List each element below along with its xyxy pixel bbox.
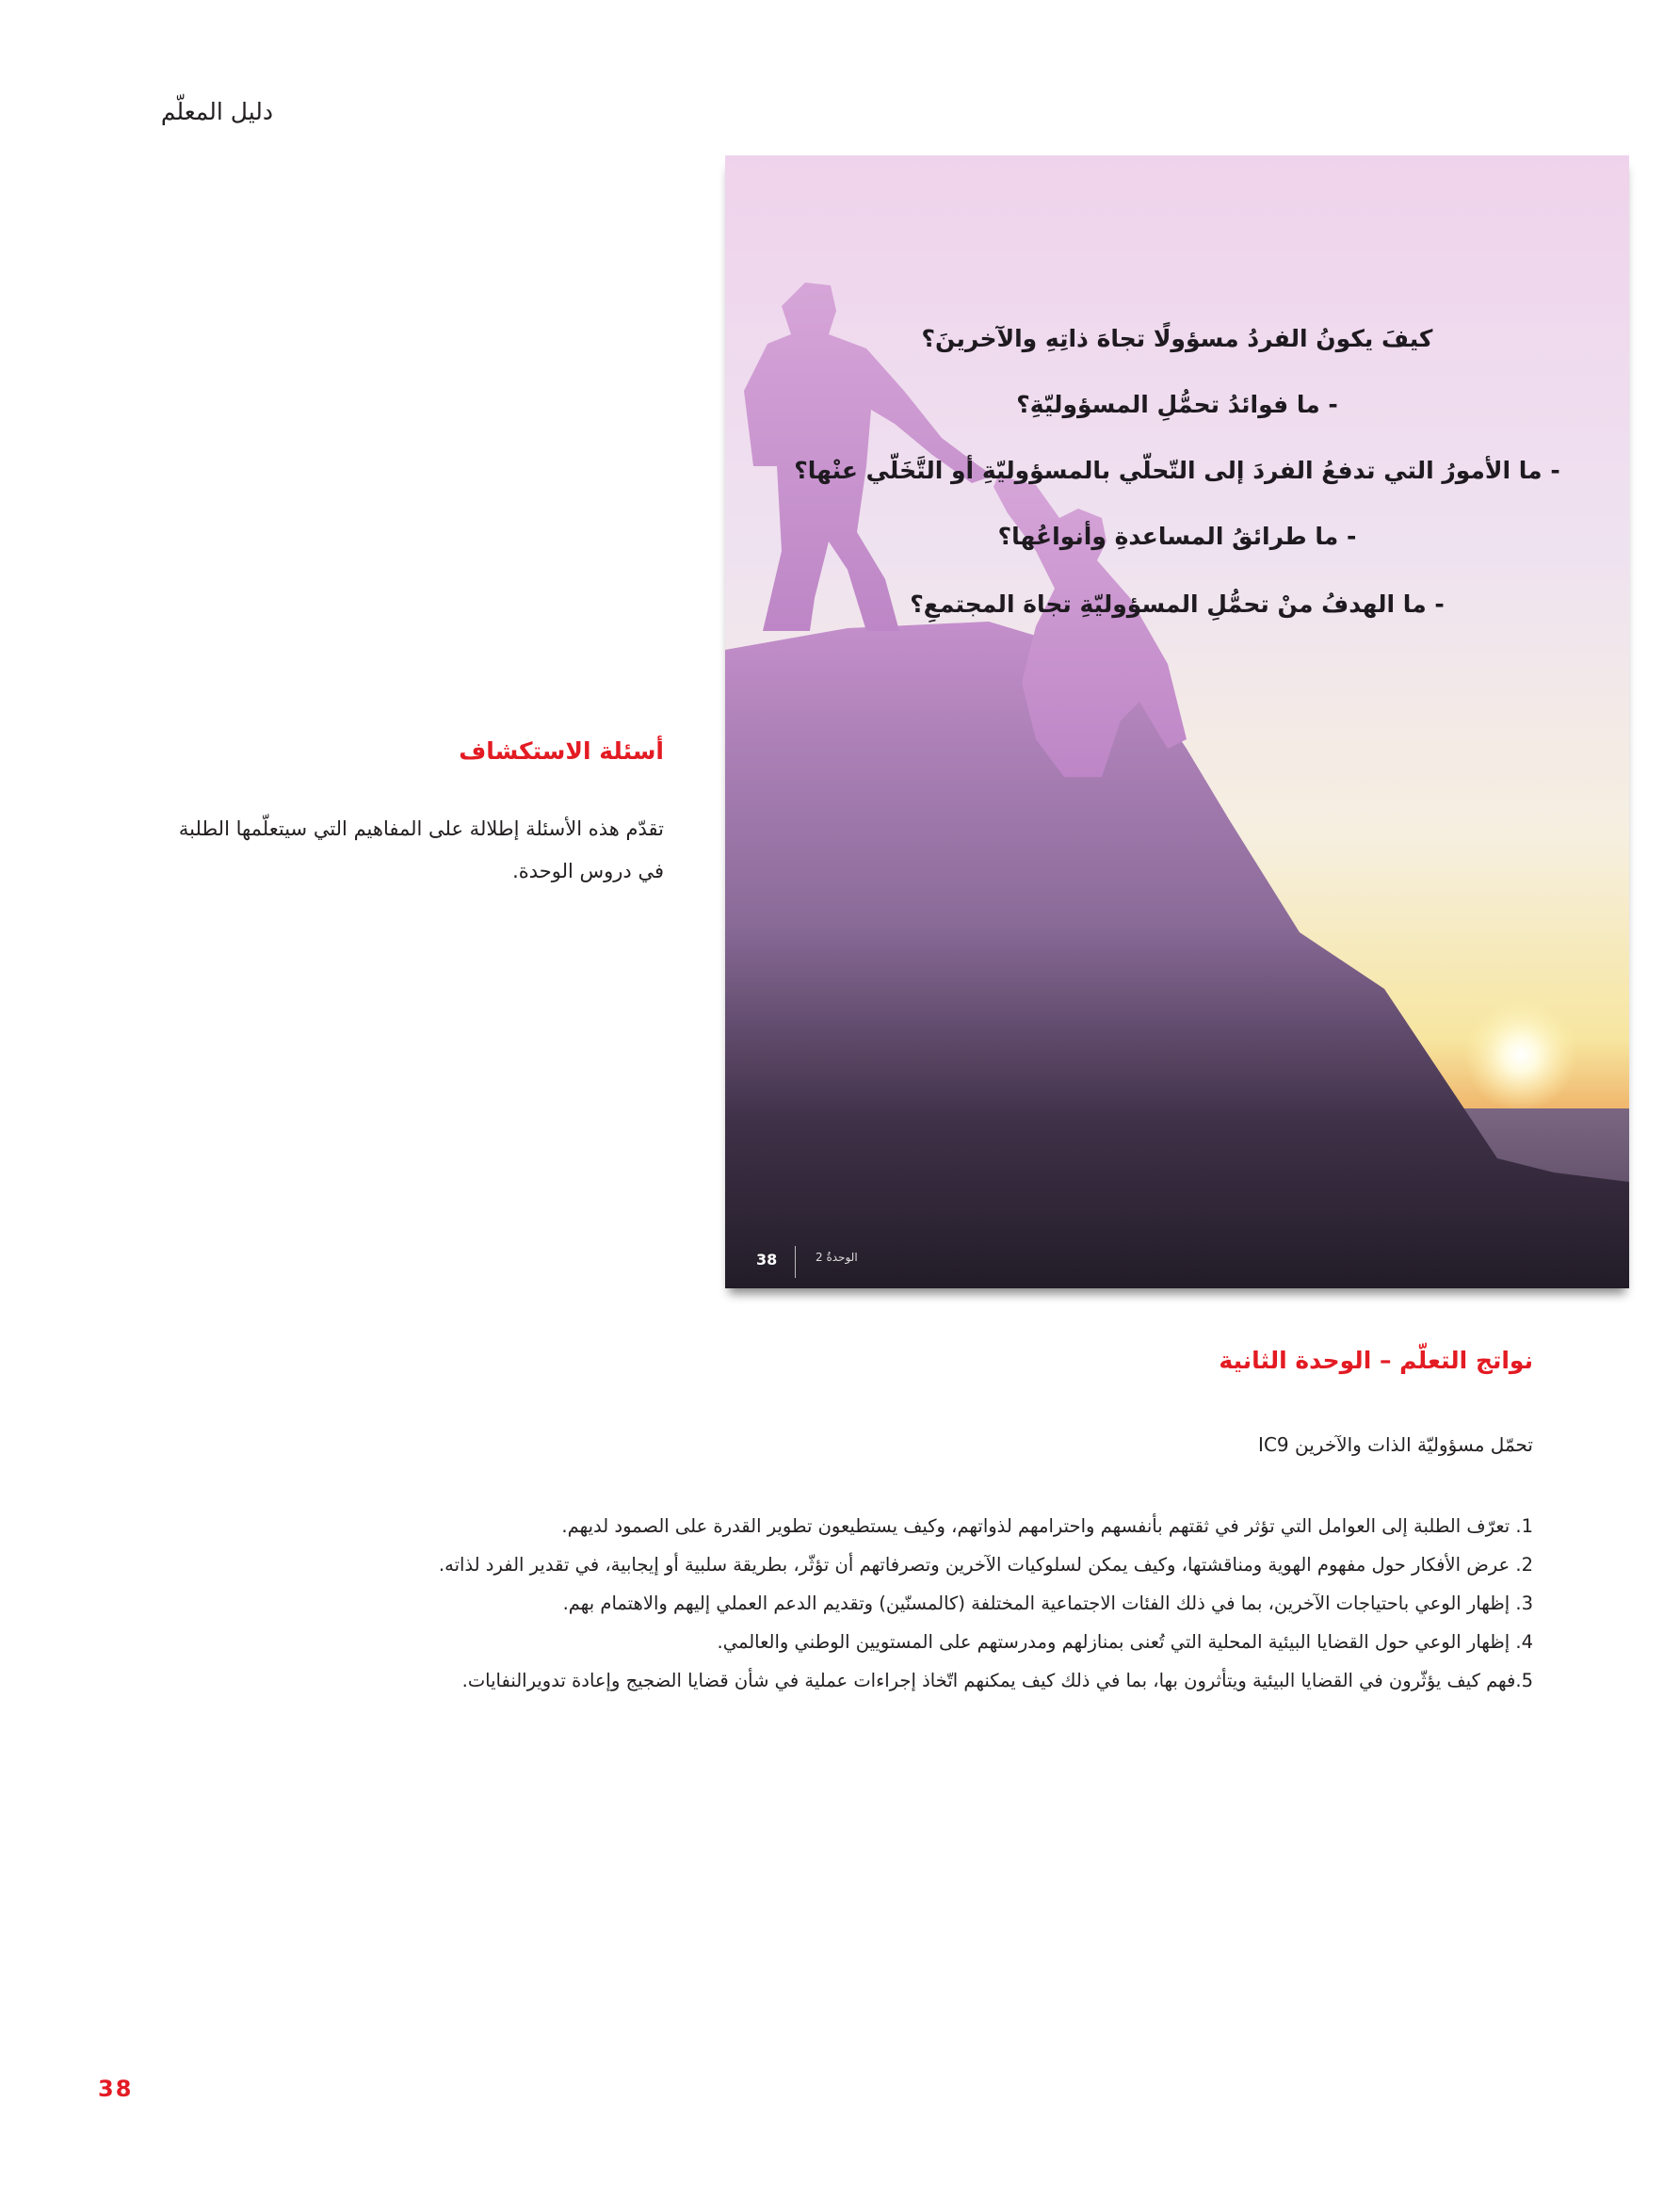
hero-unit-label: الوحدةُ 2 xyxy=(816,1251,858,1264)
hero-footer-divider xyxy=(795,1246,796,1278)
explore-heading: أسئلة الاستكشاف xyxy=(459,737,664,765)
explore-text: تقدّم هذه الأسئلة إطلالة على المفاهيم التي سيتعلّمها الطلبة في دروس الوحدة. xyxy=(178,817,664,882)
hero-image xyxy=(725,155,1629,1288)
question-item: - ما الأمورُ التي تدفعُ الفردَ إلى التّحلّي بالمسؤوليّةِ أو التَّخَلّي عنْها؟ xyxy=(794,457,1560,484)
question-main: كيفَ يكونُ الفردُ مسؤولًا تجاهَ ذاتِهِ والآخرينَ؟ xyxy=(921,325,1433,352)
outcome-item: 4. إظهار الوعي حول القضايا البيئية المحلية التي تُعنى بمنازلهم ومدرستهم على المستويين الوطني والعالمي. xyxy=(717,1631,1533,1653)
page-number: 38 xyxy=(98,2076,134,2102)
hero-page-number: 38 xyxy=(756,1251,778,1269)
outcome-item: 1. تعرّف الطلبة إلى العوامل التي تؤثر في ثقتهم بأنفسهم واحترامهم لذواتهم، وكيف يستطيعون تطوير القدرة على الصمود لديهم. xyxy=(561,1515,1533,1537)
question-item: - ما فوائدُ تحمُّلِ المسؤوليّةِ؟ xyxy=(1016,391,1338,418)
question-item: - ما طرائقُ المساعدةِ وأنواعُها؟ xyxy=(997,523,1357,550)
guide-title: دليل المعلّم xyxy=(160,98,273,125)
outcome-item: 2. عرض الأفكار حول مفهوم الهوية ومناقشتها، وكيف يمكن لسلوكيات الآخرين وتصرفاتهم أن تؤثّر، بطريقة سلبية أو إيجابية، في تقدير الفرد لذاته. xyxy=(438,1554,1533,1576)
outcome-item: 3. إظهار الوعي باحتياجات الآخرين، بما في ذلك الفئات الاجتماعية المختلفة (كالمسنّين) وتقديم الدعم العملي إليهم والاهتمام بهم. xyxy=(562,1593,1533,1614)
outcomes-heading: نواتج التعلّم – الوحدة الثانية xyxy=(1219,1347,1533,1374)
outcomes-list xyxy=(439,1507,1533,1700)
outcomes-subtitle: تحمّل مسؤوليّة الذات والآخرين IC9 xyxy=(1258,1433,1533,1456)
question-item: - ما الهدفُ منْ تحمُّلِ المسؤوليّةِ تجاهَ المجتمعِ؟ xyxy=(910,590,1445,618)
outcome-item: 5.فهم كيف يؤثّرون في القضايا البيئية ويتأثرون بها، بما في ذلك كيف يمكنهم اتّخاذ إجراءات عملية في شأن قضايا الضجيج وإعادة تدويرالنفايات. xyxy=(461,1670,1533,1691)
